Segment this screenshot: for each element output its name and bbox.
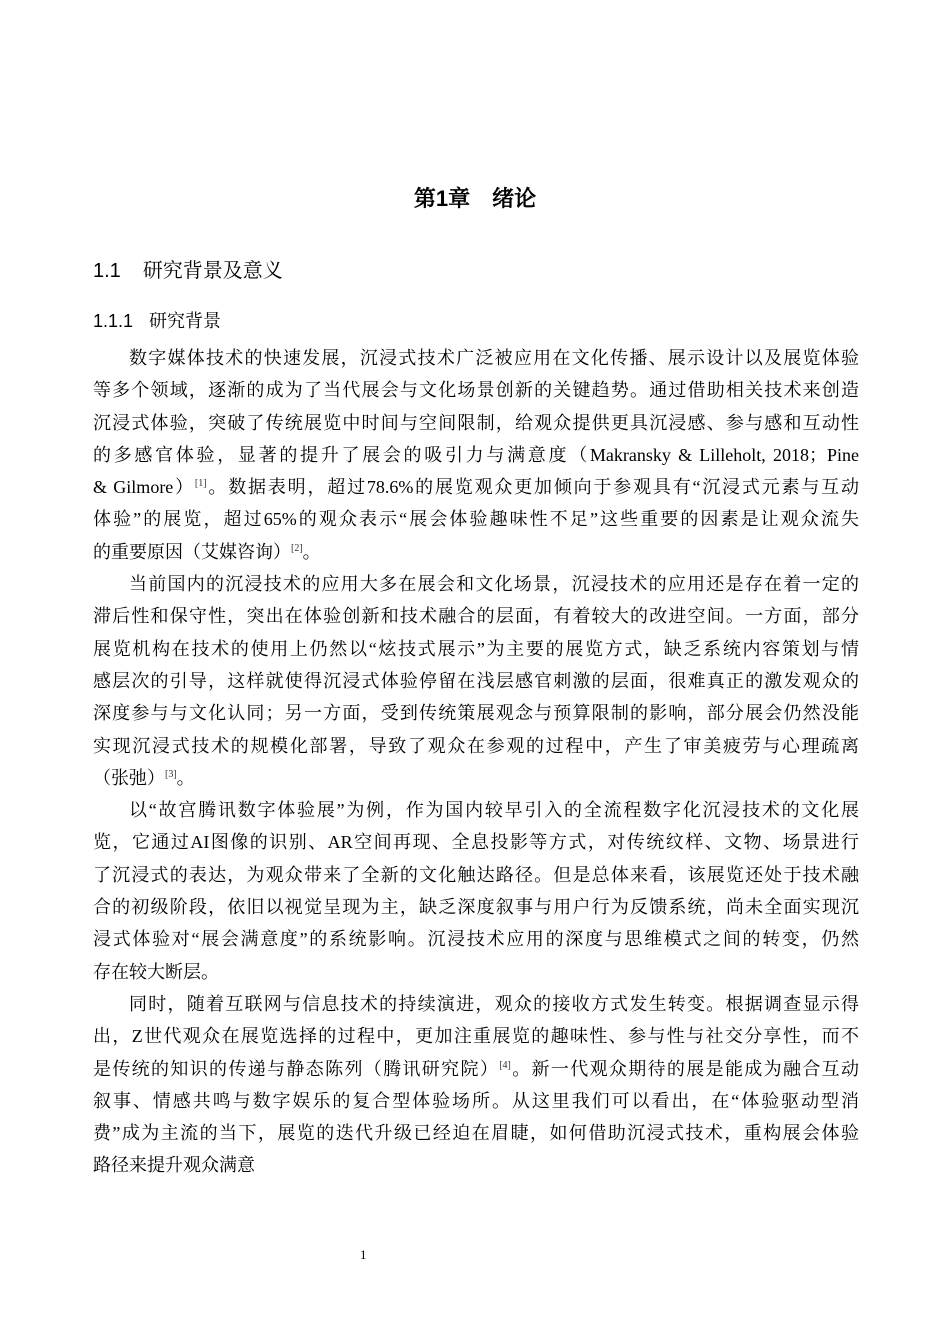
text-run: 。 <box>176 767 195 788</box>
text-line <box>93 568 859 600</box>
text-line <box>93 859 859 891</box>
text-run: 出，Z世代观众在展览选择的过程中，更加注重展览的趣味性、参与性与社交分享性，而不 <box>93 1026 859 1047</box>
text-line <box>93 600 859 632</box>
text-line <box>93 1085 859 1117</box>
citation-ref: [4] <box>499 1059 511 1071</box>
text-line <box>93 730 859 762</box>
text-run: 当前国内的沉浸技术的应用大多在展会和文化场景，沉浸技术的应用还是存在着一定的 <box>129 574 859 595</box>
section-number: 1.1 <box>93 260 121 282</box>
text-line <box>93 1117 859 1149</box>
page-number: 1 <box>360 1247 367 1262</box>
chapter-title <box>0 182 950 213</box>
text-run: 叙事、情感共鸣与数字娱乐的复合型体验场所。从这里我们可以看出，在“体验驱动型消 <box>93 1090 859 1111</box>
text-run: 的多感官体验，显著的提升了展会的吸引力与满意度（Makransky & Lilleholt, 2018；Pine <box>93 444 859 465</box>
text-run: 以“故宫腾讯数字体验展”为例，作为国内较早引入的全流程数字化沉浸技术的文化展 <box>129 800 859 821</box>
text-line <box>93 988 859 1020</box>
text-line <box>93 471 859 503</box>
text-run: 览，它通过AI图像的识别、AR空间再现、全息投影等方式，对传统纹样、文物、场景进行 <box>93 832 859 853</box>
text-line <box>93 407 859 439</box>
citation-ref: [2] <box>291 542 303 554</box>
text-line <box>93 923 859 955</box>
citation-ref: [1] <box>194 478 207 490</box>
text-run: 展览机构在技术的使用上仍然以“炫技式展示”为主要的展览方式，缺乏系统内容策划与情 <box>93 638 859 659</box>
paragraph <box>93 988 859 1182</box>
text-line <box>93 891 859 923</box>
text-line <box>93 1020 859 1052</box>
text-run: 同时，随着互联网与信息技术的持续演进，观众的接收方式发生转变。根据调查显示得 <box>129 993 859 1014</box>
text-run: 费”成为主流的当下，展览的迭代升级已经迫在眉睫，如何借助沉浸式技术，重构展会体验 <box>93 1123 859 1144</box>
text-run: & Gilmore） <box>93 477 195 498</box>
text-run: 感层次的引导，这样就使得沉浸式体验停留在浅层感官刺激的层面，很难真正的激发观众的 <box>93 670 859 691</box>
text-run: 等多个领域，逐渐的成为了当代展会与文化场景创新的关键趋势。通过借助相关技术来创造 <box>93 380 859 401</box>
text-run: 。 <box>302 541 321 562</box>
text-line <box>93 503 859 535</box>
text-run: 存在较大断层。 <box>93 961 219 982</box>
citation-ref: [3] <box>165 768 177 780</box>
text-line <box>93 762 859 794</box>
section-heading <box>93 254 283 283</box>
text-line <box>93 665 859 697</box>
text-run: 数字媒体技术的快速发展，沉浸式技术广泛被应用在文化传播、展示设计以及展览体验 <box>129 348 859 368</box>
text-line <box>93 1053 859 1085</box>
text-run: 实现沉浸式技术的规模化部署，导致了观众在参观的过程中，产生了审美疲劳与心理疏离 <box>93 735 859 756</box>
section-title: 研究背景及意义 <box>142 260 283 282</box>
text-line <box>93 374 859 406</box>
chapter-number: 第1章 <box>413 186 471 211</box>
text-run: 深度参与与文化认同；另一方面，受到传统策展观念与预算限制的影响，部分展会仍然没能 <box>93 703 859 724</box>
subsection-heading <box>93 307 221 333</box>
text-line <box>93 633 859 665</box>
text-run: 浸式体验对“展会满意度”的系统影响。沉浸技术应用的深度与思维模式之间的转变，仍然 <box>93 929 859 950</box>
text-run: （张弛） <box>93 767 165 788</box>
text-run: 合的初级阶段，依旧以视觉呈现为主，缺乏深度叙事与用户行为反馈系统，尚未全面实现沉 <box>93 897 859 918</box>
text-line <box>93 956 859 988</box>
text-line <box>93 794 859 826</box>
text-run: 。新一代观众期待的展是能成为融合互动 <box>510 1058 860 1079</box>
text-line <box>93 536 859 568</box>
text-line <box>93 826 859 858</box>
paragraph <box>93 342 859 568</box>
text-line <box>93 697 859 729</box>
paragraph <box>93 568 859 794</box>
text-run: 。数据表明，超过78.6%的展览观众更加倾向于参观具有“沉浸式元素与互动 <box>206 477 859 498</box>
paragraph <box>93 794 859 988</box>
text-line <box>93 439 859 471</box>
text-line <box>93 342 859 374</box>
text-run: 的重要原因（艾媒咨询） <box>93 541 291 562</box>
subsection-number: 1.1.1 <box>93 311 134 331</box>
subsection-title: 研究背景 <box>149 311 222 331</box>
text-run: 滞后性和保守性，突出在体验创新和技术融合的层面，有着较大的改进空间。一方面，部分 <box>93 606 859 627</box>
text-run: 体验”的展览，超过65%的观众表示“展会体验趣味性不足”这些重要的因素是让观众流失 <box>93 509 859 530</box>
chapter-name: 绪论 <box>492 186 537 211</box>
body-text <box>93 342 859 1182</box>
text-run: 是传统的知识的传递与静态陈列（腾讯研究院） <box>93 1058 500 1079</box>
text-run: 沉浸式体验，突破了传统展览中时间与空间限制，给观众提供更具沉浸感、参与感和互动性 <box>93 412 859 433</box>
text-run: 了沉浸式的表达，为观众带来了全新的文化触达路径。但是总体来看，该展览还处于技术融 <box>93 864 859 885</box>
text-line <box>93 1149 859 1181</box>
text-run: 路径来提升观众满意 <box>93 1155 255 1176</box>
